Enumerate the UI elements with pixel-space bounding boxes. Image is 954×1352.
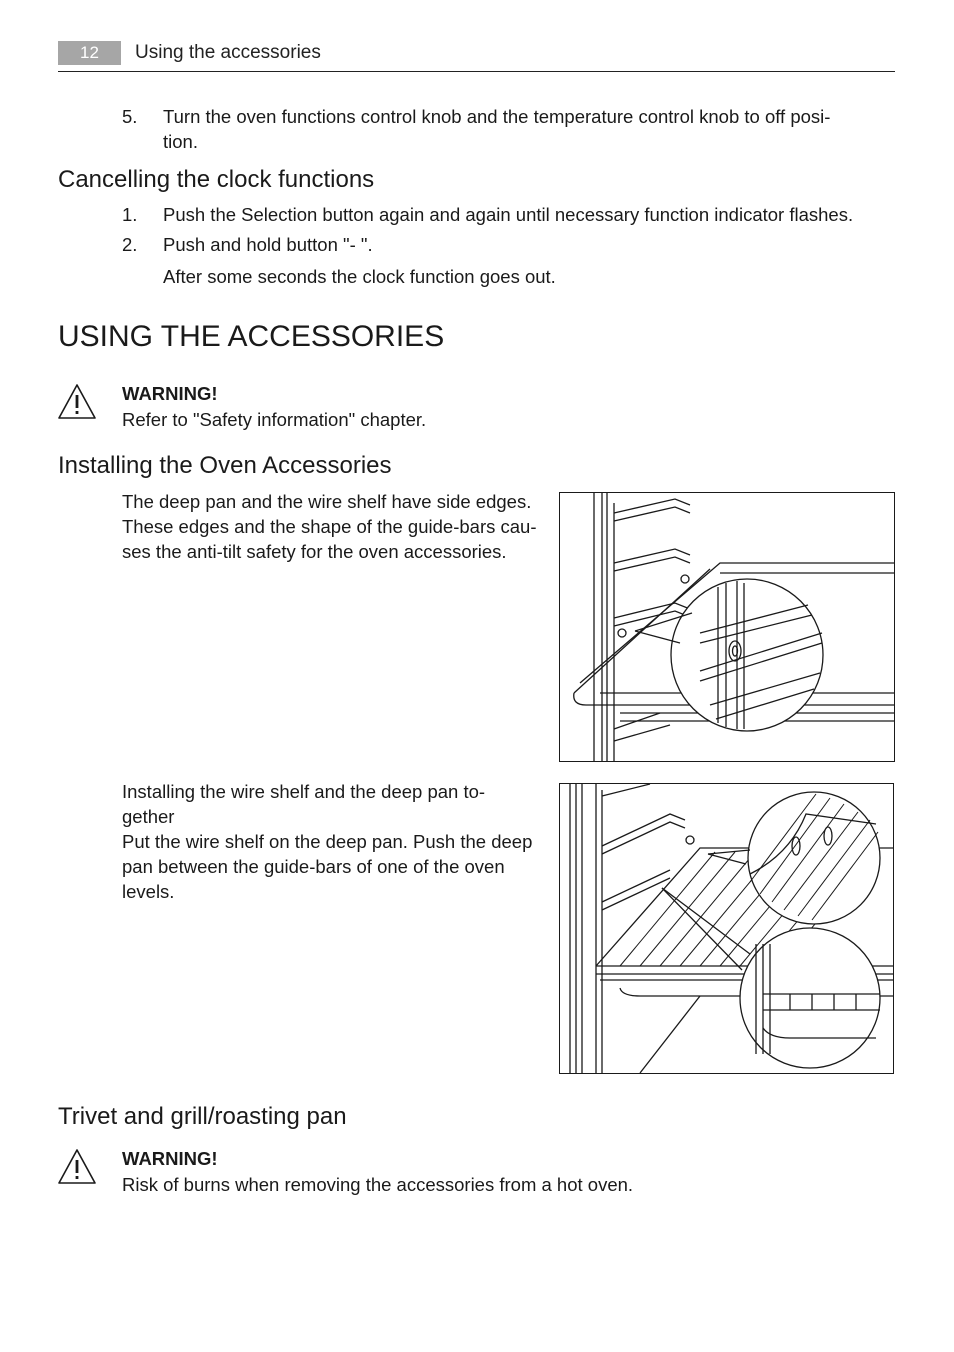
warning-text: Risk of burns when removing the accessories from a hot oven. (122, 1174, 634, 1195)
header-divider (58, 71, 895, 72)
warning-text: Refer to "Safety information" chapter. (122, 409, 427, 430)
paragraph-line: levels. (122, 881, 175, 902)
subheading-line: gether (122, 806, 175, 827)
step-number: 5. (122, 106, 138, 127)
step-text: Push and hold button "- ". (163, 234, 373, 255)
chapter-title: USING THE ACCESSORIES (58, 320, 445, 353)
step-text: Push the Selection button again and again until necessary function indicator flashes. (163, 204, 854, 225)
step-number: 1. (122, 204, 138, 225)
figure-deep-pan-installation (559, 492, 895, 762)
step-text-line: Turn the oven functions control knob and the temperature control knob to off posi- (163, 106, 831, 127)
subheading-line: Installing the wire shelf and the deep pan to- (122, 781, 486, 802)
warning-triangle-icon (57, 383, 97, 426)
installing-paragraph (122, 489, 547, 564)
running-title: Using the accessories (135, 42, 321, 63)
step-text-line: tion. (163, 131, 198, 152)
figure-wire-shelf-and-pan (559, 783, 894, 1074)
warning-title: WARNING! (122, 1148, 218, 1169)
section-heading-installing: Installing the Oven Accessories (58, 452, 392, 479)
paragraph-line: ses the anti-tilt safety for the oven accessories. (122, 541, 507, 562)
subheading-wire-shelf-deep-pan (122, 779, 552, 829)
paragraph-line: Put the wire shelf on the deep pan. Push the deep (122, 831, 533, 852)
step-result: After some seconds the clock function goes out. (163, 266, 556, 287)
step-number: 2. (122, 234, 138, 255)
page-number: 12 (58, 41, 121, 65)
warning-title: WARNING! (122, 383, 218, 404)
section-heading-trivet: Trivet and grill/roasting pan (58, 1103, 347, 1130)
paragraph-line: These edges and the shape of the guide-bars cau- (122, 516, 537, 537)
together-paragraph (122, 829, 552, 904)
section-heading-cancel-clock: Cancelling the clock functions (58, 166, 375, 193)
paragraph-line: The deep pan and the wire shelf have side edges. (122, 491, 532, 512)
warning-triangle-icon (57, 1148, 97, 1191)
step-text (163, 104, 883, 154)
paragraph-line: pan between the guide-bars of one of the oven (122, 856, 505, 877)
